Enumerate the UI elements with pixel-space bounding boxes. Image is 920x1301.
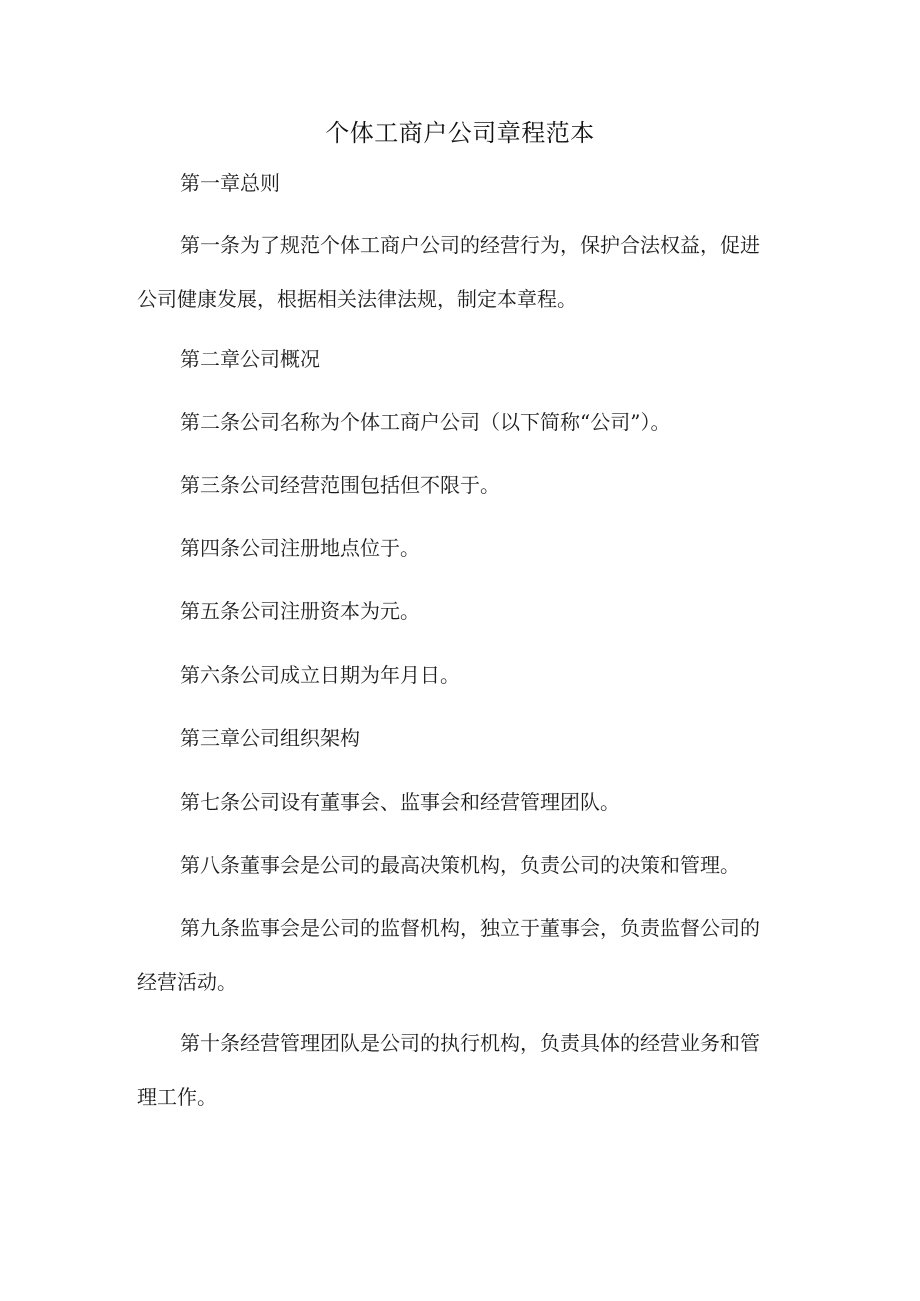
document-title: 个体工商户公司章程范本 (325, 119, 595, 147)
article-paragraph: 第六条公司成立日期为年月日。 (180, 663, 460, 687)
article-paragraph: 第二条公司名称为个体工商户公司（以下简称“公司”）。 (180, 410, 671, 434)
chapter-heading: 第三章公司组织架构 (180, 726, 360, 750)
article-paragraph: 第十条经营管理团队是公司的执行机构，负责具体的经营业务和管理工作。 (137, 1031, 760, 1109)
chapter-heading: 第一章总则 (180, 171, 280, 195)
chapter-heading: 第二章公司概况 (180, 347, 320, 371)
article-paragraph: 第四条公司注册地点位于。 (180, 536, 420, 560)
article-paragraph: 第七条公司设有董事会、监事会和经营管理团队。 (180, 790, 620, 814)
article-paragraph: 第九条监事会是公司的监督机构，独立于董事会，负责监督公司的经营活动。 (137, 916, 760, 994)
article-paragraph: 第五条公司注册资本为元。 (180, 599, 420, 623)
article-paragraph: 第三条公司经营范围包括但不限于。 (180, 473, 500, 497)
article-paragraph: 第一条为了规范个体工商户公司的经营行为，保护合法权益，促进公司健康发展，根据相关法律法规，制定本章程。 (137, 233, 760, 311)
article-paragraph: 第八条董事会是公司的最高决策机构，负责公司的决策和管理。 (180, 853, 740, 877)
